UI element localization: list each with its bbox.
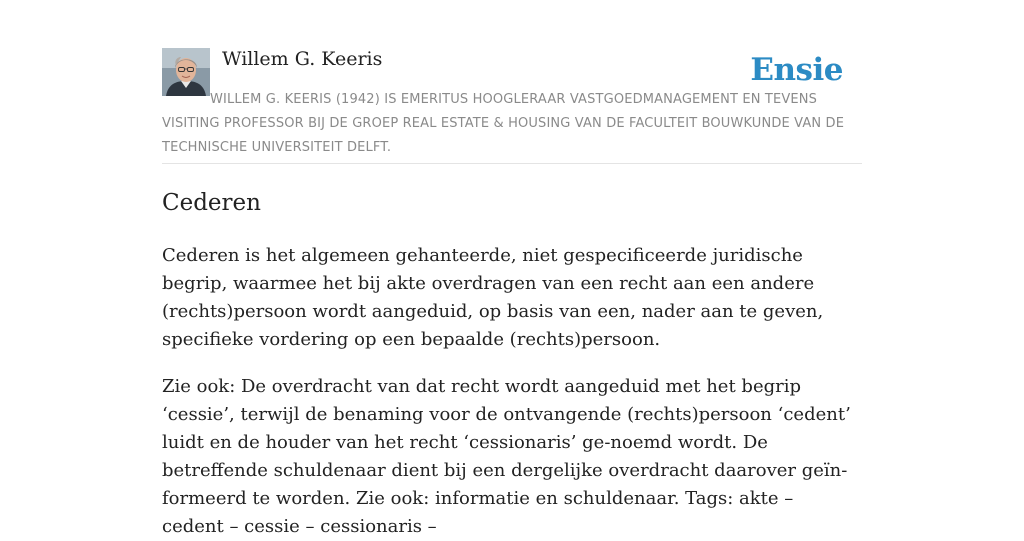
author-name[interactable]: Willem G. Keeris bbox=[222, 48, 383, 70]
article-title: Cederen bbox=[162, 190, 261, 216]
article-paragraph-1: Cederen is het algemeen gehanteerde, niet gespecificeerde juridische begrip, waarmee het bij akte overdragen van een recht aan een andere (rechts)persoon wordt aangeduid, op basis van een, nader aan te geven, specifieke vordering op een bepaalde (rechts)persoon. bbox=[162, 245, 824, 350]
author-bio: WILLEM G. KEERIS (1942) IS EMERITUS HOOGLERAAR VASTGOEDMANAGEMENT EN TEVENS VISITING PROFESSOR BIJ DE GROEP REAL ESTATE & HOUSING VAN DE FACULTEIT BOUWKUNDE VAN DE TECHNISCHE UNIVERSITEIT DELFT. bbox=[162, 92, 845, 155]
article-paragraph-2: Zie ook: De overdracht van dat recht wordt aangeduid met het begrip ‘cessie’, terwijl de benaming voor de ontvangende (rechts)persoon ‘cedent’ luidt en de houder van het recht ‘cessionaris’ ge-noemd wordt. De betreffende schuldenaar dient bij een dergelijke overdracht daarover geïn-formeerd te worden. Zie ook: informatie en schuldenaar. Tags: akte – cedent – cessie – cessionaris – bbox=[162, 376, 851, 537]
author-header bbox=[162, 46, 862, 164]
page-content bbox=[162, 46, 862, 541]
ensie-logo[interactable]: Ensie bbox=[750, 52, 843, 88]
